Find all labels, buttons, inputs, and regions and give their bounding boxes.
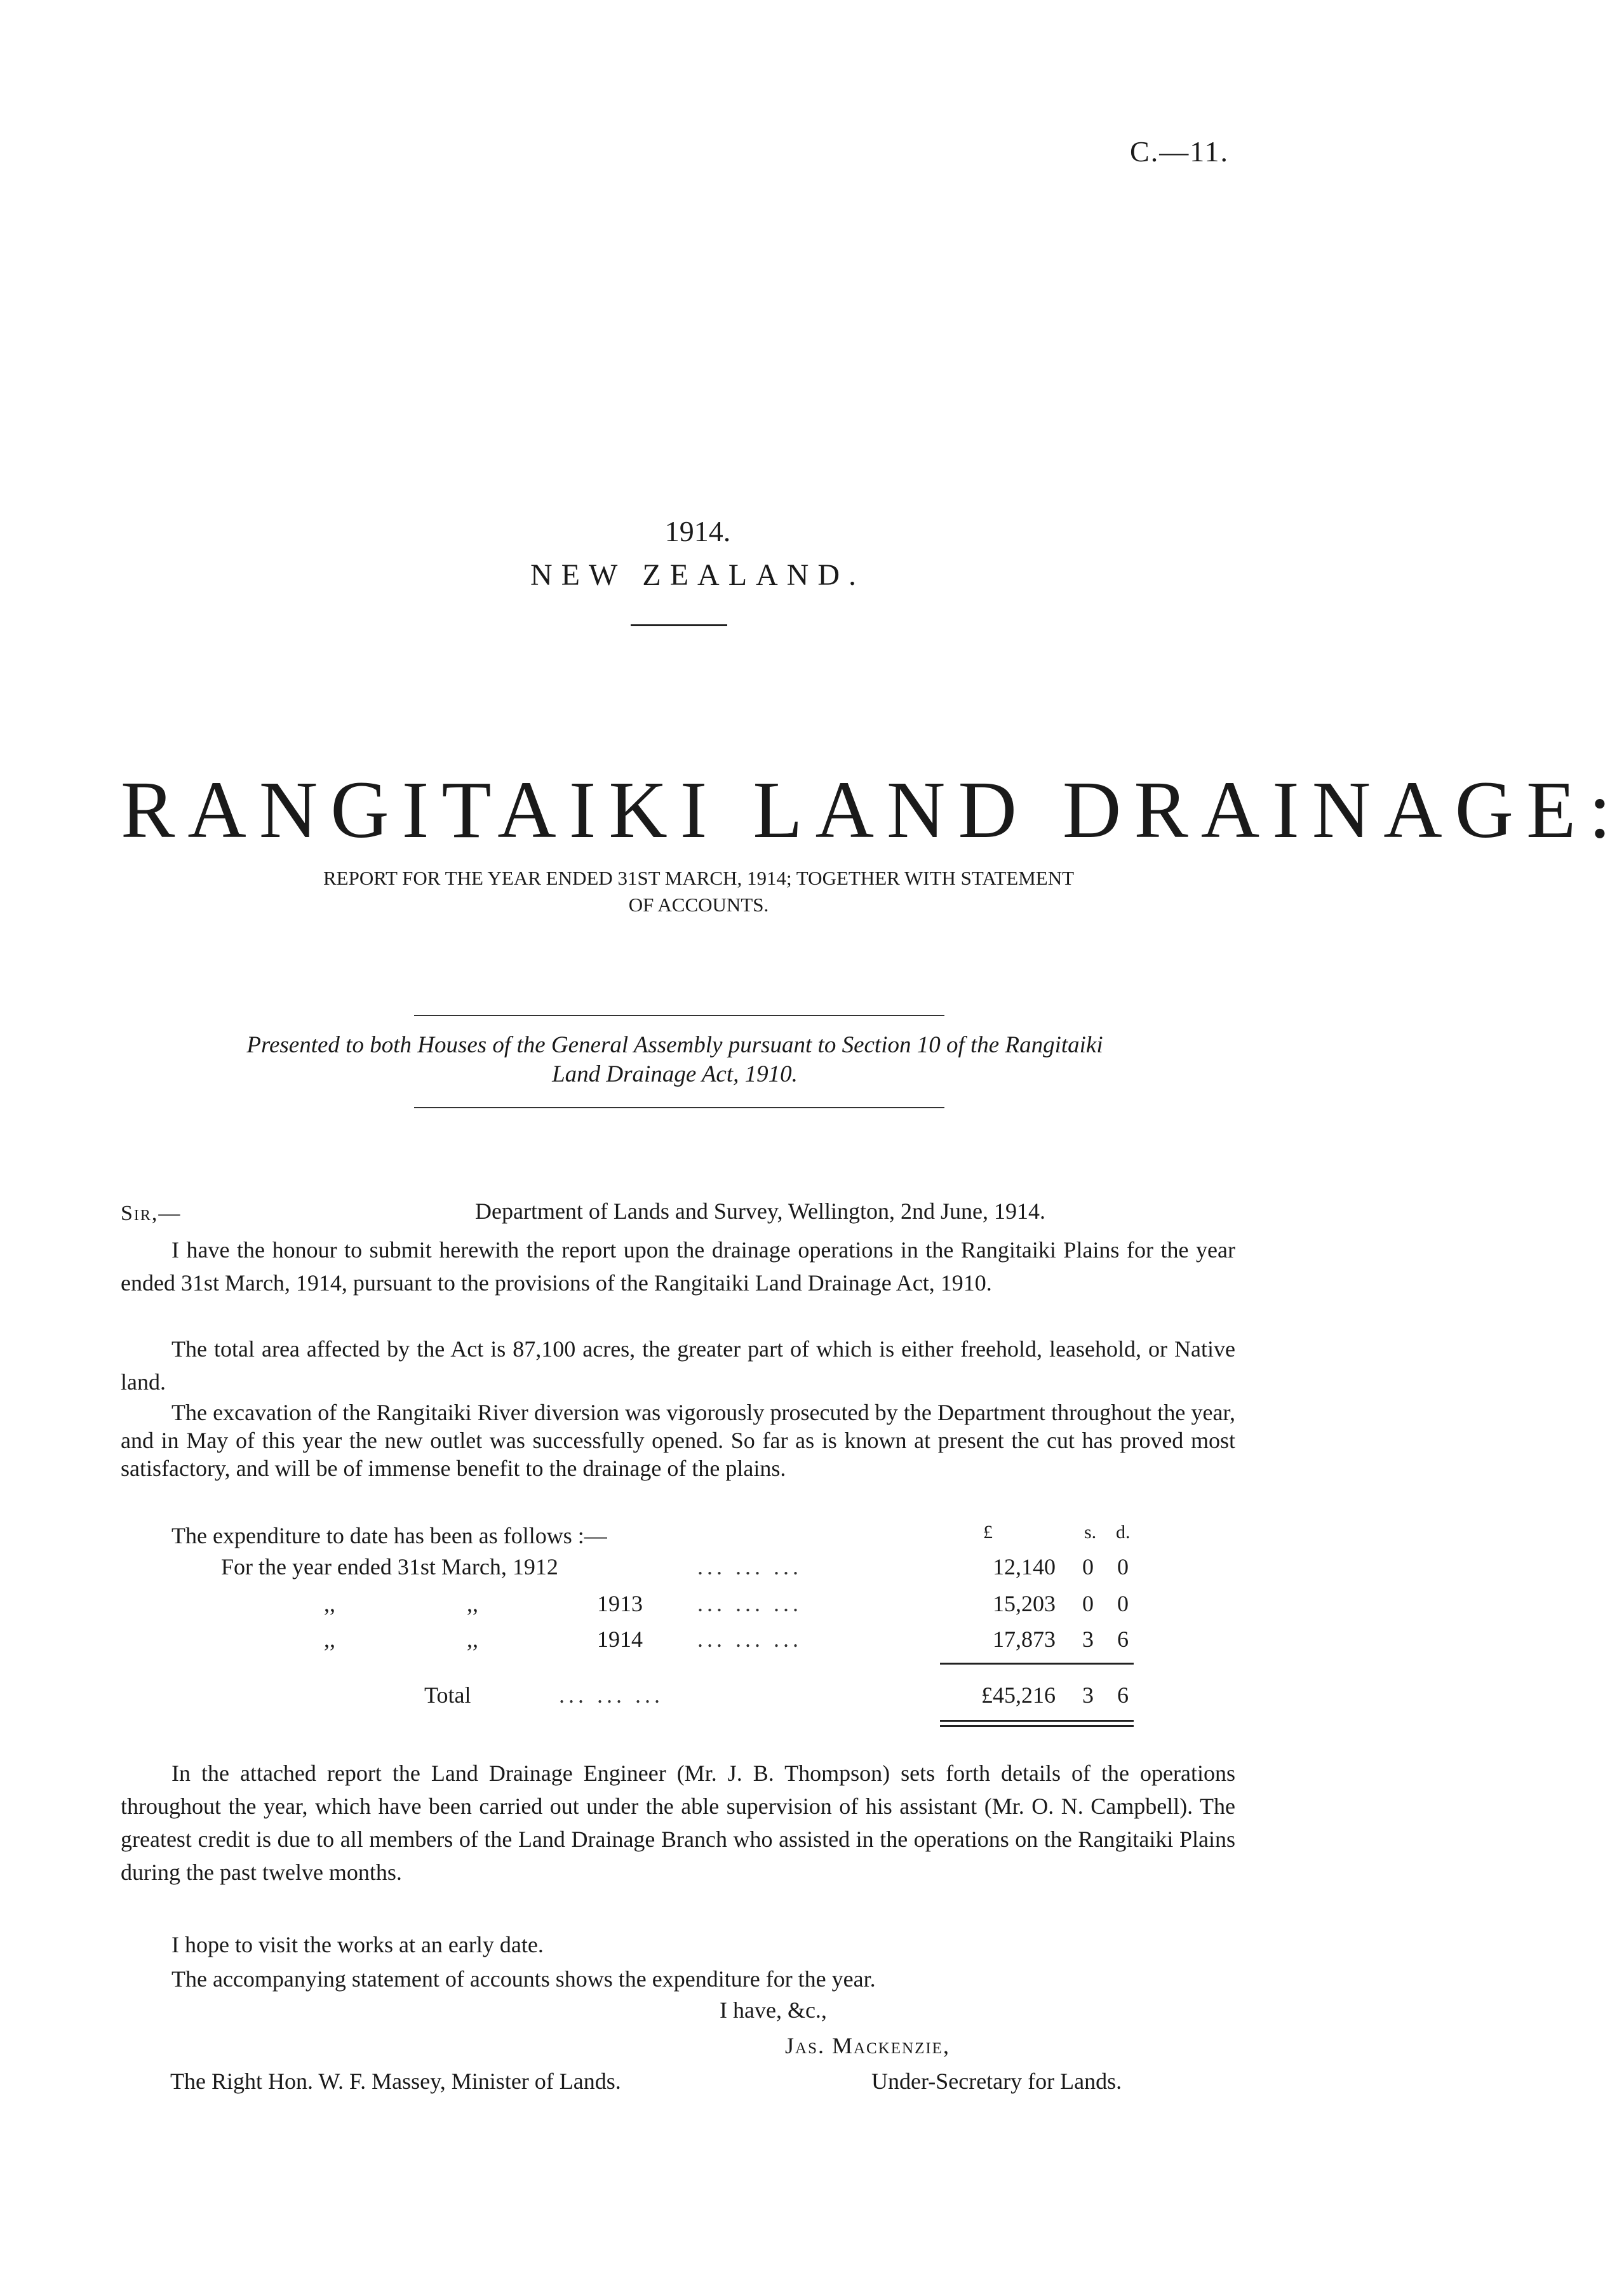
total-row xyxy=(0,1682,1395,1717)
subtitle-line-1: REPORT FOR THE YEAR ENDED 31ST MARCH, 1914; TOGETHER WITH STATEMENT xyxy=(323,867,1075,889)
row-pounds: 15,203 xyxy=(993,1591,1056,1616)
signatory-title: Under-Secretary for Lands. xyxy=(871,2068,1122,2094)
total-shillings: 3 xyxy=(1082,1682,1094,1708)
subtitle-line-2: OF ACCOUNTS. xyxy=(628,894,769,916)
row-label: For the year ended 31st March, 1912 xyxy=(221,1554,558,1579)
dot-leader: ... ... ... xyxy=(697,1626,802,1652)
presentation-note xyxy=(121,1031,1229,1089)
dot-leader: ... ... ... xyxy=(697,1591,802,1616)
table-row xyxy=(0,1626,1395,1661)
total-pence: 6 xyxy=(1117,1682,1129,1708)
document-year: 1914. xyxy=(664,515,731,547)
total-label: Total xyxy=(424,1682,471,1708)
row-pence: 0 xyxy=(1117,1554,1129,1579)
divider xyxy=(414,1015,944,1016)
closing: I have, &c., xyxy=(720,1997,827,2023)
divider xyxy=(414,1107,944,1108)
expenditure-header xyxy=(0,1522,1395,1557)
document-title: RANGITAIKI LAND DRAINAGE: xyxy=(121,765,1624,855)
total-rule xyxy=(940,1720,1134,1722)
table-row xyxy=(0,1590,1395,1626)
addressee: The Right Hon. W. F. Massey, Minister of Lands. xyxy=(170,2068,621,2094)
ditto-mark: ,, xyxy=(467,1626,478,1652)
dot-leader: ... ... ... xyxy=(697,1554,802,1579)
row-year: 1914 xyxy=(597,1626,643,1652)
dateline: Department of Lands and Survey, Wellington, 2nd June, 1914. xyxy=(475,1198,1045,1224)
document-subtitle xyxy=(127,865,1270,918)
divider xyxy=(631,624,727,626)
row-pounds: 12,140 xyxy=(993,1554,1056,1579)
table-row xyxy=(0,1553,1395,1589)
ditto-mark: ,, xyxy=(324,1591,335,1616)
presentation-line-2: Land Drainage Act, 1910. xyxy=(552,1061,798,1087)
total-rule xyxy=(940,1725,1134,1727)
header-pounds: £ xyxy=(983,1522,993,1543)
row-shillings: 0 xyxy=(1082,1554,1094,1579)
row-year: 1913 xyxy=(597,1591,643,1616)
header-shillings: s. xyxy=(1084,1522,1097,1543)
row-pence: 0 xyxy=(1117,1591,1129,1616)
document-country: NEW ZEALAND. xyxy=(530,558,866,592)
letter-paragraph: The total area affected by the Act is 87,100 acres, the greater part of which is either freehold, leasehold, or Native land. xyxy=(121,1336,1235,1395)
subtotal-rule xyxy=(940,1663,1134,1665)
ditto-mark: ,, xyxy=(467,1591,478,1616)
letter-paragraph: In the attached report the Land Drainage Engineer (Mr. J. B. Thompson) sets forth details of the operations throughout the year, which have been carried out under the able supervision of his assistant (Mr. O. N. Campbell). The greatest credit is due to all members of the Land Drainage Branch who assisted in the operations on the Rangitaiki Plains during the past twelve months. xyxy=(121,1760,1235,1885)
row-pence: 6 xyxy=(1117,1626,1129,1652)
total-pounds: £45,216 xyxy=(981,1682,1056,1708)
row-shillings: 3 xyxy=(1082,1626,1094,1652)
row-pounds: 17,873 xyxy=(993,1626,1056,1652)
signatory: Jas. Mackenzie, xyxy=(785,2033,950,2058)
ditto-mark: ,, xyxy=(324,1626,335,1652)
letter-paragraph: I have the honour to submit herewith the report upon the drainage operations in the Rangitaiki Plains for the year ended 31st March, 1914, pursuant to the provisions of the Rangitaiki Land Drainage Act, 1910. xyxy=(121,1237,1235,1296)
presentation-line-1: Presented to both Houses of the General Assembly pursuant to Section 10 of the Rangitaiki xyxy=(246,1032,1103,1058)
row-shillings: 0 xyxy=(1082,1591,1094,1616)
document-reference: C.—11. xyxy=(1130,135,1229,168)
dot-leader: ... ... ... xyxy=(559,1682,664,1708)
letter-paragraph: The accompanying statement of accounts shows the expenditure for the year. xyxy=(171,1966,876,1992)
salutation: Sir,— xyxy=(121,1202,182,1225)
expenditure-intro: The expenditure to date has been as follows :— xyxy=(171,1523,607,1548)
header-pence: d. xyxy=(1116,1522,1131,1543)
letter-paragraph: The excavation of the Rangitaiki River diversion was vigorously prosecuted by the Department throughout the year, and in May of this year the new outlet was successfully opened. So far as is known at present the cut has proved most satisfactory, and will be of immense benefit to the drainage of the plains. xyxy=(121,1400,1235,1481)
letter-paragraph: I hope to visit the works at an early date. xyxy=(171,1932,544,1957)
